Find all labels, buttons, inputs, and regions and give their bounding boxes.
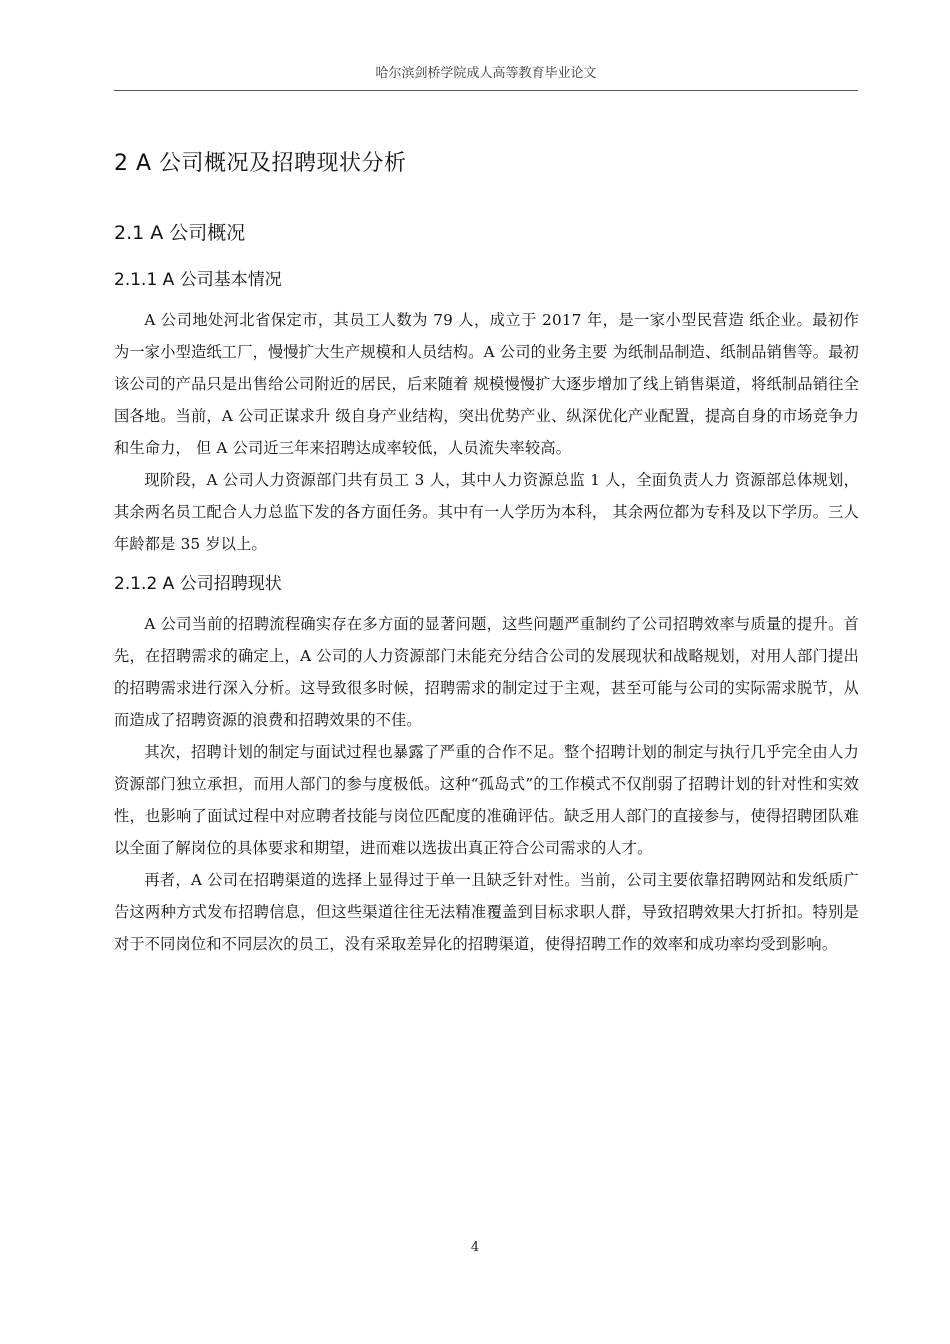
page-content	[114, 140, 859, 960]
section-title-2-1: 2.1 A 公司概况	[114, 222, 246, 244]
paragraph-company-basics: A 公司地处河北省保定市，其员工人数为 79 人，成立于 2017 年，是一家小型民营造 纸企业。最初作为一家小型造纸工厂，慢慢扩大生产规模和人员结构。A 公司的业务主要 为纸制品制造、纸制品销售等。最初该公司的产品只是出售给公司附近的居民，后来随着 规模慢慢扩大逐步增加了线上销售渠道，将纸制品销往全国各地。当前，A 公司正谋求升 级自身产业结构，突出优势产业、纵深优化产业配置，提高自身的市场竞争力和生命力， 但 A 公司近三年来招聘达成率较低，人员流失率较高。	[114, 311, 859, 457]
paragraph-recruitment-channels: 再者，A 公司在招聘渠道的选择上显得过于单一且缺乏针对性。当前，公司主要依靠招聘网站和发纸质广告这两种方式发布招聘信息，但这些渠道往往无法精准覆盖到目标求职人群，导致招聘效果大打折扣。特别是对于不同岗位和不同层次的员工，没有采取差异化的招聘渠道，使得招聘工作的效率和成功率均受到影响。	[114, 871, 859, 953]
page-number: 4	[470, 1240, 480, 1255]
paragraph-hr-department: 现阶段，A 公司人力资源部门共有员工 3 人，其中人力资源总监 1 人，全面负责人力 资源部总体规划，其余两名员工配合人力总监下发的各方面任务。其中有一人学历为本科， 其余两位都为专科及以下学历。三人年龄都是 35 岁以上。	[114, 471, 859, 553]
subsection-title-2-1-2: 2.1.2 A 公司招聘现状	[114, 574, 282, 594]
paragraph-recruitment-plan: 其次，招聘计划的制定与面试过程也暴露了严重的合作不足。整个招聘计划的制定与执行几乎完全由人力资源部门独立承担，而用人部门的参与度极低。这种“孤岛式”的工作模式不仅削弱了招聘计划的针对性和实效性，也影响了面试过程中对应聘者技能与岗位匹配度的准确评估。缺乏用人部门的直接参与，使得招聘团队难以全面了解岗位的具体要求和期望，进而难以选拔出真正符合公司需求的人才。	[114, 743, 859, 857]
subsection-title-2-1-1: 2.1.1 A 公司基本情况	[114, 270, 282, 290]
paragraph-recruitment-demand: A 公司当前的招聘流程确实存在多方面的显著问题，这些问题严重制约了公司招聘效率与质量的提升。首先，在招聘需求的确定上，A 公司的人力资源部门未能充分结合公司的发展现状和战略规划，对用人部门提出的招聘需求进行深入分析。这导致很多时候，招聘需求的制定过于主观，甚至可能与公司的实际需求脱节，从而造成了招聘资源的浪费和招聘效果的不佳。	[114, 615, 859, 729]
running-header: 哈尔滨剑桥学院成人高等教育毕业论文	[114, 62, 858, 91]
chapter-title: 2 A 公司概况及招聘现状分析	[114, 151, 407, 176]
